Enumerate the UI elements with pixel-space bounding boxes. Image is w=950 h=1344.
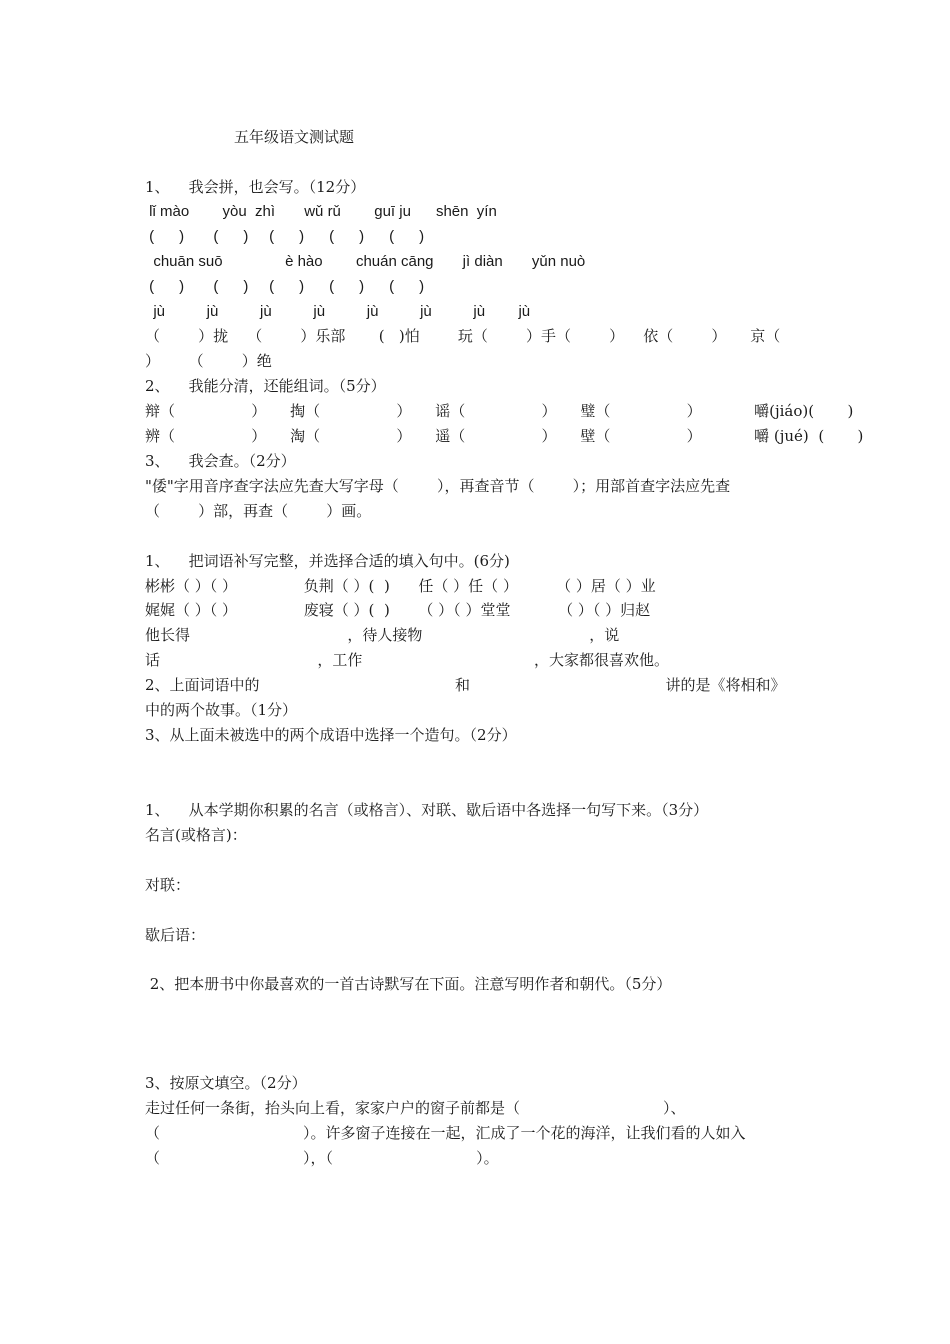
fill-text-line-1: 走过任何一条街，抬头向上看，家家户户的窗子前都是（ ）、 (145, 1099, 686, 1117)
fill-sentence-line-1: 他长得 ，待人接物 ，说 (145, 626, 620, 644)
quotes-section-heading: 1、 从本学期你积累的名言（或格言）、对联、歇后语中各选择一句写下来。（3分） (145, 801, 709, 819)
q3-heading: 3、 我会查。（2分） (145, 452, 296, 470)
page-title: 五年级语文测试题 (234, 128, 355, 146)
q1-heading: 1、 我会拼，也会写。（12分） (145, 178, 366, 196)
pinyin-row-ju: jù jù jù jù jù jù jù jù (145, 303, 531, 320)
story-question-line-2: 中的两个故事。（1分） (145, 701, 298, 719)
poem-question: 2、把本册书中你最喜欢的一首古诗默写在下面。注意写明作者和朝代。（5分） (145, 975, 672, 993)
answer-blanks-row-2: ( ) ( ) ( ) ( ) ( ) (145, 278, 425, 295)
make-sentence-question: 3、从上面未被选中的两个成语中选择一个造句。（2分） (145, 726, 517, 744)
pinyin-row-2: chuān suō è hào chuán cāng jì diàn yǔn nuò (145, 253, 586, 270)
couplet-label: 对联： (145, 876, 191, 894)
word-pairs-row-2: 辨（ ） 淘（ ） 遥（ ） 壁（ ） 嚼 (jué) ( ) (145, 427, 864, 445)
q2-heading: 2、 我能分清，还能组词。（5分） (145, 377, 386, 395)
fill-sentence-line-2: 话 ，工作 ，大家都很喜欢他。 (145, 651, 669, 669)
pinyin-row-1: lǐ mào yòu zhì wǔ rǔ guī ju shēn yín (145, 203, 497, 220)
ju-blanks-line-1: （ ）拢 （ ）乐部 ( )怕 玩（ ）手（ ） 依（ ） 京（ (145, 327, 781, 345)
word-pairs-row-1: 辩（ ） 掏（ ） 谣（ ） 璧（ ） 嚼(jiáo)( ) (145, 402, 854, 420)
xiehouyu-label: 歇后语： (145, 926, 206, 944)
fill-text-line-3: （ ），（ ）。 (145, 1149, 499, 1167)
dictionary-question-line-1: "倭"字用音序查字法应先查大写字母（ ），再查音节（ ）；用部首查字法应先查 (145, 477, 731, 495)
story-question-line-1: 2、上面词语中的 和 讲的是《将相和》 (145, 676, 786, 694)
ju-blanks-line-2: ） （ ）绝 (145, 352, 272, 370)
fill-text-heading: 3、按原文填空。（2分） (145, 1074, 307, 1092)
idiom-section-heading: 1、 把词语补写完整，并选择合适的填入句中。(6分) (145, 552, 510, 570)
idiom-row-1: 彬彬（ ）（ ） 负荆（ ）( ) 任（ ）任（ ） （ ）居（ ）业 (145, 577, 656, 595)
quote-label: 名言(或格言)： (145, 826, 247, 844)
idiom-row-2: 娓娓（ ）（ ） 废寝（ ）( ) （ ）（ ）堂堂 （ ）（ ）归赵 (145, 601, 651, 619)
fill-text-line-2: （ ）。许多窗子连接在一起，汇成了一个花的海洋，让我们看的人如入 (145, 1124, 746, 1142)
dictionary-question-line-2: （ ）部，再查（ ）画。 (145, 502, 372, 520)
answer-blanks-row-1: ( ) ( ) ( ) ( ) ( ) (145, 228, 425, 245)
